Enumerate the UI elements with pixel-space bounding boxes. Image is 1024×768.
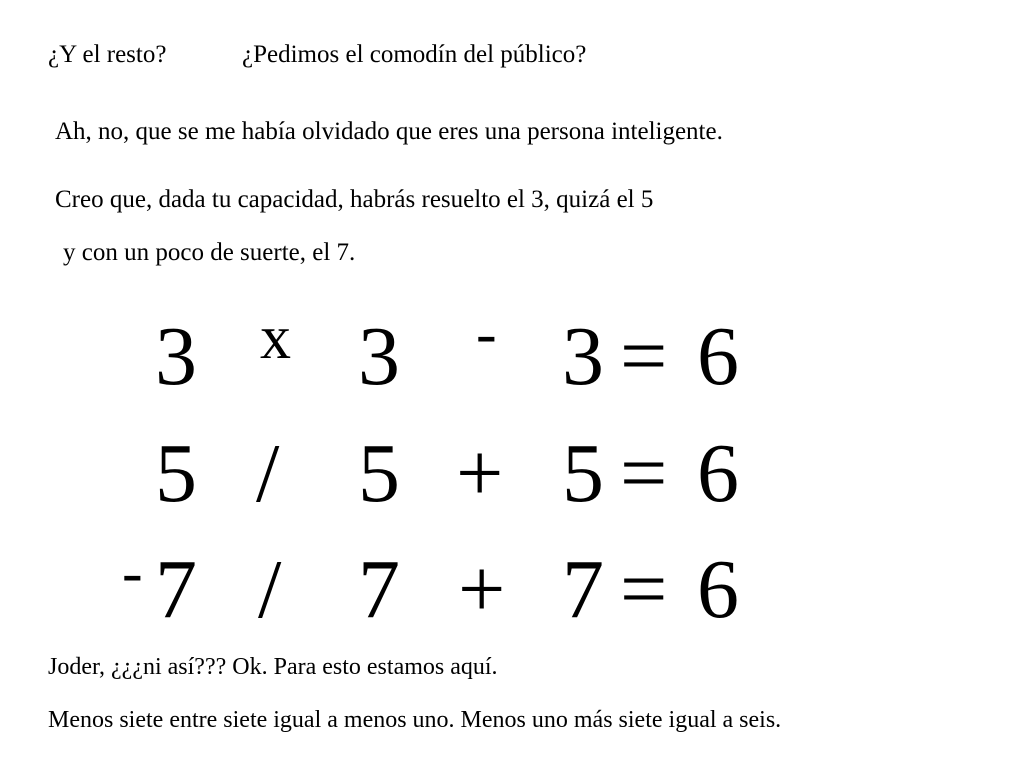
equation-operator: + [458, 543, 506, 636]
equation-minus-sign: - [122, 539, 143, 607]
text-line-comodin: ¿Pedimos el comodín del público? [242, 41, 587, 68]
equation-equals: = [620, 427, 668, 520]
equation-operator: + [456, 427, 504, 520]
text-line-resto: ¿Y el resto? [48, 41, 167, 68]
equation-operand: 3 [562, 310, 604, 403]
equation-equals: = [620, 310, 668, 403]
equation-operator: / [256, 427, 280, 520]
text-line-capacidad: Creo que, dada tu capacidad, habrás resuelto el 3, quizá el 5 [55, 186, 654, 213]
equation-result: 6 [697, 310, 739, 403]
footer-line-joder: Joder, ¿¿¿ni así??? Ok. Para esto estamos aquí. [48, 654, 498, 680]
text-line-suerte: y con un poco de suerte, el 7. [63, 239, 356, 266]
equation-row-3 [0, 300, 1024, 425]
equation-operand: 7 [358, 543, 400, 636]
text-line-inteligente: Ah, no, que se me había olvidado que eres una persona inteligente. [55, 118, 723, 145]
equation-operand: 7 [155, 543, 197, 636]
equation-result: 6 [697, 543, 739, 636]
equation-operand: 5 [155, 427, 197, 520]
equation-operator: / [258, 543, 282, 636]
equation-result: 6 [697, 427, 739, 520]
equation-operator: x [260, 304, 291, 372]
equation-operand: 3 [155, 310, 197, 403]
equation-row-5 [0, 427, 1024, 542]
equation-operand: 3 [358, 310, 400, 403]
footer-line-explicacion: Menos siete entre siete igual a menos uno. Menos uno más siete igual a seis. [48, 707, 782, 733]
equation-operand: 7 [562, 543, 604, 636]
equation-operand: 5 [358, 427, 400, 520]
equation-operator: - [476, 300, 497, 368]
equation-row-7 [0, 539, 1024, 658]
equation-operand: 5 [562, 427, 604, 520]
equation-equals: = [620, 543, 668, 636]
